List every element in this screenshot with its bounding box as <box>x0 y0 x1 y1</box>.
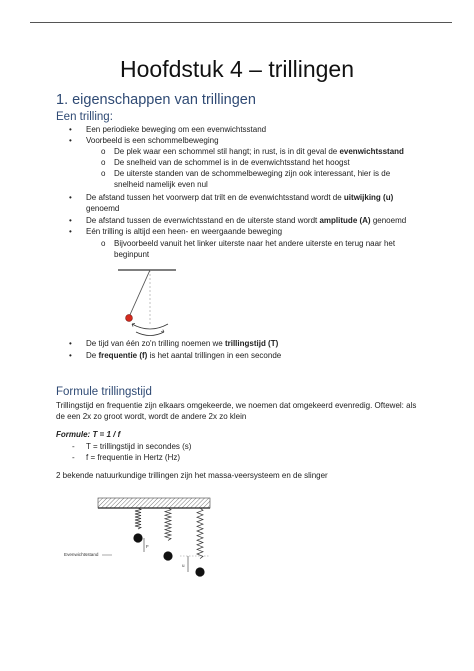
bullet-dot: • <box>69 227 72 236</box>
bullet-text: De afstand tussen het voorwerp dat trilt en de evenwichtsstand wordt de uitwijking (u) <box>86 193 394 202</box>
bullet-dot: • <box>69 136 72 145</box>
dash-bullet: - <box>72 442 75 451</box>
bullet-text: De tijd van één zo'n trilling noemen we trillingstijd (T) <box>86 339 279 348</box>
pendulum-string <box>129 270 150 317</box>
definition-text: T = trillingstijd in secondes (s) <box>86 442 192 451</box>
sub-bullet-circle: o <box>101 147 106 156</box>
page-title: Hoofdstuk 4 – trillingen <box>120 56 354 82</box>
mass-ball <box>195 567 204 576</box>
sub-bullet-text: De plek waar een schommel stil hangt; in rust, is in dit geval de evenwichtsstand <box>114 147 404 156</box>
sub-bullet-circle: o <box>101 158 106 167</box>
mass-spring-diagram <box>64 494 224 584</box>
pendulum-diagram <box>110 262 200 340</box>
definition-text: f = frequentie in Hertz (Hz) <box>86 453 181 462</box>
sub-bullet-text-cont: snelheid namelijk even nul <box>114 180 208 189</box>
bullet-text-cont: genoemd <box>86 204 120 213</box>
bullet-dot: • <box>69 216 72 225</box>
bullet-text: Voorbeeld is een schommelbeweging <box>86 136 219 145</box>
mass-ball <box>133 533 142 542</box>
bullet-dot: • <box>69 351 72 360</box>
bullet-text: Een periodieke beweging om een evenwichtsstand <box>86 125 267 134</box>
spring-compressed <box>135 508 141 529</box>
formula: Formule: T = 1 / f <box>56 430 121 439</box>
bullet-dot: • <box>69 125 72 134</box>
subheading-een-trilling: Een trilling: <box>56 111 113 123</box>
mass-ball <box>163 551 172 560</box>
sub-bullet-text: De snelheid van de schommel is in de evenwichtsstand het hoogst <box>114 158 350 167</box>
displacement-label: u <box>182 563 185 568</box>
bullet-text: Eén trilling is altijd een heen- en weergaande beweging <box>86 227 283 236</box>
section-heading-formule: Formule trillingstijd <box>56 386 152 398</box>
sub-bullet-circle: o <box>101 239 106 248</box>
bullet-text: De afstand tussen de evenwichtsstand en de uiterste stand wordt amplitude (A) genoemd <box>86 216 407 225</box>
dash-bullet: - <box>72 453 75 462</box>
paragraph-line: 2 bekende natuurkundige trillingen zijn het massa-veersysteem en de slinger <box>56 471 328 480</box>
bullet-text: De frequentie (f) is het aantal trillingen in een seconde <box>86 351 282 360</box>
spring-stretched <box>197 508 203 559</box>
paragraph-line: de een 2x zo groot wordt, wordt de andere 2x zo klein <box>56 412 247 421</box>
sub-bullet-text-cont: beginpunt <box>114 250 150 259</box>
pendulum-arc-top <box>132 324 168 329</box>
header-rule <box>30 22 452 23</box>
pendulum-bob <box>126 315 133 322</box>
evenwichtsstand-label: Evenwichtsstand <box>64 552 99 557</box>
ceiling-hatch <box>98 498 210 508</box>
sub-bullet-circle: o <box>101 169 106 178</box>
bullet-dot: • <box>69 193 72 202</box>
pendulum-arc-bottom <box>136 332 164 336</box>
arrow-head-icon <box>161 330 164 332</box>
spring-rest <box>165 508 171 540</box>
force-label: F <box>146 544 149 549</box>
sub-bullet-text: Bijvoorbeeld vanuit het linker uiterste naar het andere uiterste en terug naar het <box>114 239 396 248</box>
section-heading-eigenschappen: 1. eigenschappen van trillingen <box>56 92 256 108</box>
sub-bullet-text: De uiterste standen van de schommelbeweging zijn ook interessant, hier is de <box>114 169 391 178</box>
bullet-dot: • <box>69 339 72 348</box>
paragraph-line: Trillingstijd en frequentie zijn elkaars omgekeerde, we noemen dat omgekeerd evenredig. Oftewel: als <box>56 401 417 410</box>
